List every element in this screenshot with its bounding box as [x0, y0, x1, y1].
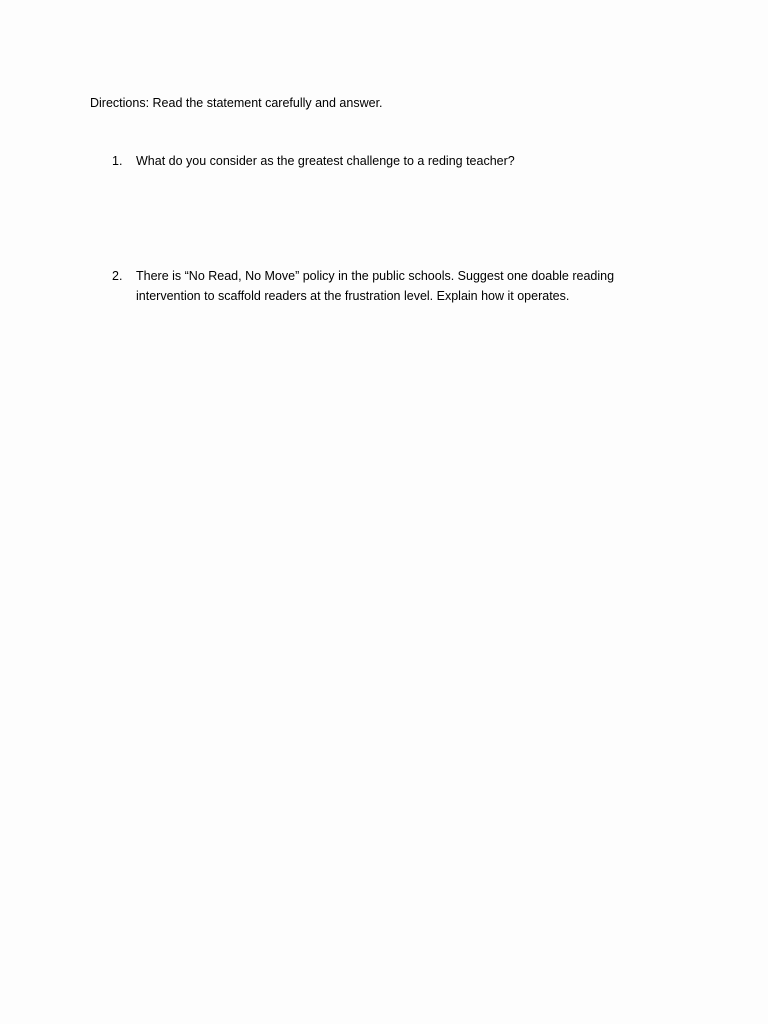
- question-number: 2.: [112, 269, 123, 283]
- question-text: What do you consider as the greatest challenge to a reding teacher?: [136, 154, 515, 168]
- question-number: 1.: [112, 154, 123, 168]
- question-item-1: [112, 151, 632, 171]
- question-text: There is “No Read, No Move” policy in the public schools. Suggest one doable reading intervention to scaffold readers at the frustration level. Explain how it operates.: [136, 269, 615, 303]
- directions-text: Directions: Read the statement carefully and answer.: [90, 96, 383, 110]
- question-item-2: [112, 266, 632, 306]
